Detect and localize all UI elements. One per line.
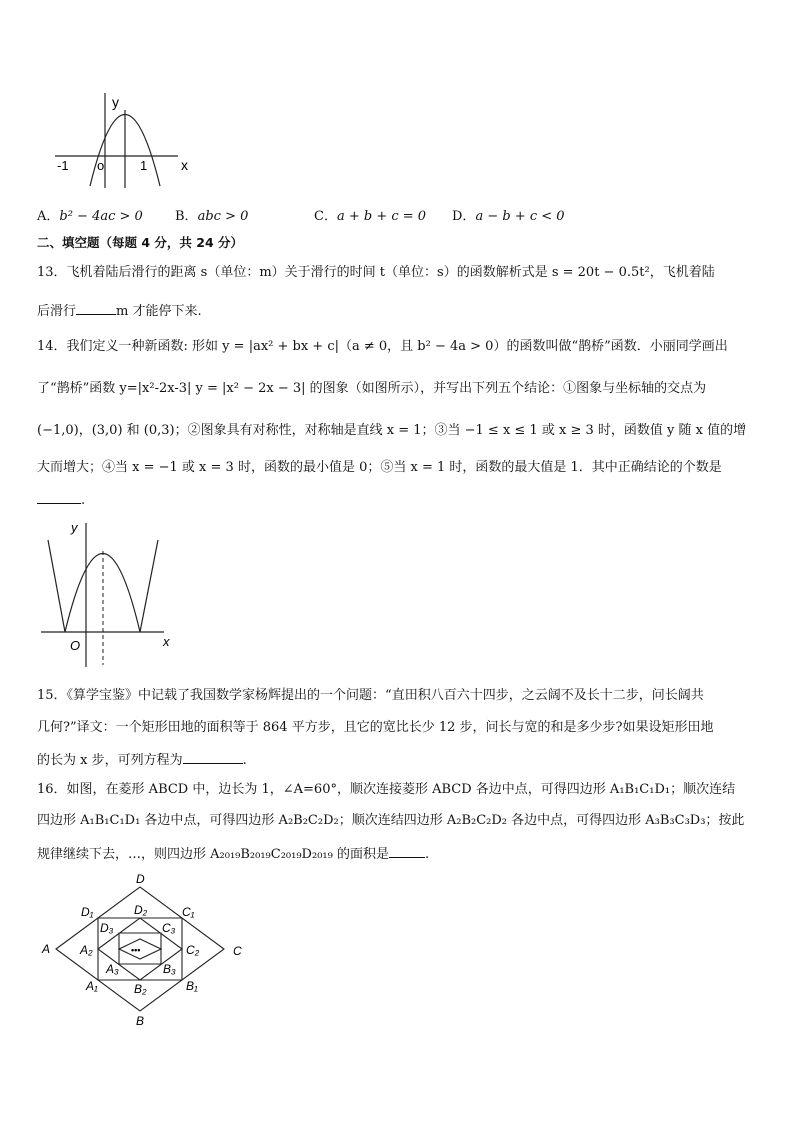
q14-x-label: x xyxy=(163,634,170,649)
q12-option-b[interactable]: B．abc > 0 xyxy=(175,209,249,224)
q13-line2: 后滑行 m 才能停下来. xyxy=(37,304,202,319)
q15-answer-blank[interactable] xyxy=(183,751,243,764)
q12-y-label: y xyxy=(112,94,119,110)
q16-label-A2: A₂ xyxy=(80,943,93,957)
q16-line2: 四边形 A₁B₁C₁D₁ 各边中点，可得四边形 A₂B₂C₂D₂；顺次连结四边形 A₂B₂C₂D₂ 各边中点，可得四边形 A₃B₃C₃D₃；按此 xyxy=(37,813,745,828)
q16-answer-blank[interactable] xyxy=(389,845,425,858)
q14-line4: 大而增大；④当 x = −1 或 x = 3 时，函数的最小值是 0；⑤当 x = 1 时，函数的最大值是 1．其中正确结论的个数是 xyxy=(37,460,722,475)
q14-curve-right xyxy=(140,540,158,632)
q16-line1: 16．如图，在菱形 ABCD 中，边长为 1，∠A=60°，顺次连接菱形 ABCD 各边中点，可得四边形 A₁B₁C₁D₁；顺次连结 xyxy=(37,782,736,797)
q16-line3: 规律继续下去，…，则四边形 A₂₀₁₉B₂₀₁₉C₂₀₁₉D₂₀₁₉ 的面积是 . xyxy=(37,847,430,862)
q12-option-d[interactable]: D．a − b + c < 0 xyxy=(452,209,565,224)
q14-line1: 14．我们定义一种新函数: 形如 y = |ax² + bx + c|（a ≠ 0，且 b² − 4a > 0）的函数叫做“鹊桥”函数．小丽同学画出 xyxy=(37,339,728,354)
q16-label-D1: D₁ xyxy=(81,905,94,919)
q16-label-dots: ••• xyxy=(131,945,141,955)
q14-answer-blank[interactable] xyxy=(37,491,81,504)
q14-line5: . xyxy=(37,491,85,509)
q12-option-a[interactable]: A．b² − 4ac > 0 xyxy=(37,209,143,224)
q14-y-label: y xyxy=(71,520,78,535)
q16-label-B: B xyxy=(136,1014,145,1028)
q16-label-D3: D₃ xyxy=(100,921,114,935)
q12-x-label: x xyxy=(181,157,188,173)
q16-label-A: A xyxy=(42,942,51,956)
q13-line1: 13．飞机着陆后滑行的距离 s（单位：m）关于滑行的时间 t（单位：s）的函数解析式是 s = 20t − 0.5t²，飞机着陆 xyxy=(37,265,715,280)
q14-bridge-function-graph xyxy=(36,515,176,671)
q14-line3: (−1,0)，(3,0) 和 (0,3)；②图象具有对称性，对称轴是直线 x = 1；③当 −1 ≤ x ≤ 1 或 x ≥ 3 时，函数值 y 随 x 值的增 xyxy=(37,423,747,438)
q16-label-C2: C₂ xyxy=(186,943,200,957)
q16-label-D2: D₂ xyxy=(134,903,148,917)
q16-label-C: C xyxy=(233,944,242,958)
q12-tick-1: 1 xyxy=(140,158,148,173)
q16-label-A3: A₃ xyxy=(106,962,119,976)
q12-parabola-graph xyxy=(50,88,200,198)
q14-curve-left xyxy=(48,540,65,632)
q12-origin-label: o xyxy=(97,158,105,173)
q14-origin-label: O xyxy=(70,638,81,653)
q16-label-B2: B₂ xyxy=(134,982,147,996)
q12-tick-neg1: -1 xyxy=(57,158,69,173)
q13-answer-blank[interactable] xyxy=(76,302,116,315)
q16-label-B1: B₁ xyxy=(186,979,198,993)
q15-line2: 几何?”译文：一个矩形田地的面积等于 864 平方步，且它的宽比长少 12 步，问长与宽的和是多少步?如果设矩形田地 xyxy=(37,720,714,735)
section-fill-in-blank-title: 二、填空题（每题 4 分，共 24 分） xyxy=(37,235,244,250)
q16-label-C3: C₃ xyxy=(162,921,176,935)
q12-option-c[interactable]: C．a + b + c = 0 xyxy=(314,209,427,224)
q16-label-A1: A₁ xyxy=(86,979,98,993)
q15-line3: 的长为 x 步，可列方程为 . xyxy=(37,753,247,768)
q16-label-D: D xyxy=(136,872,145,886)
q16-label-C1: C₁ xyxy=(182,905,195,919)
q15-line1: 15．《算学宝鉴》中记载了我国数学家杨辉提出的一个问题：“直田积八百六十四步，之云阔不及长十二步，问长阔共 xyxy=(37,688,704,703)
q14-line2: 了“鹊桥”函数 y=|x²-2x-3| y = |x² − 2x − 3| 的图象（如图所示），并写出下列五个结论：①图象与坐标轴的交点为 xyxy=(37,381,707,396)
q16-label-B3: B₃ xyxy=(163,962,176,976)
q16-nested-rhombus-figure xyxy=(36,872,256,1030)
